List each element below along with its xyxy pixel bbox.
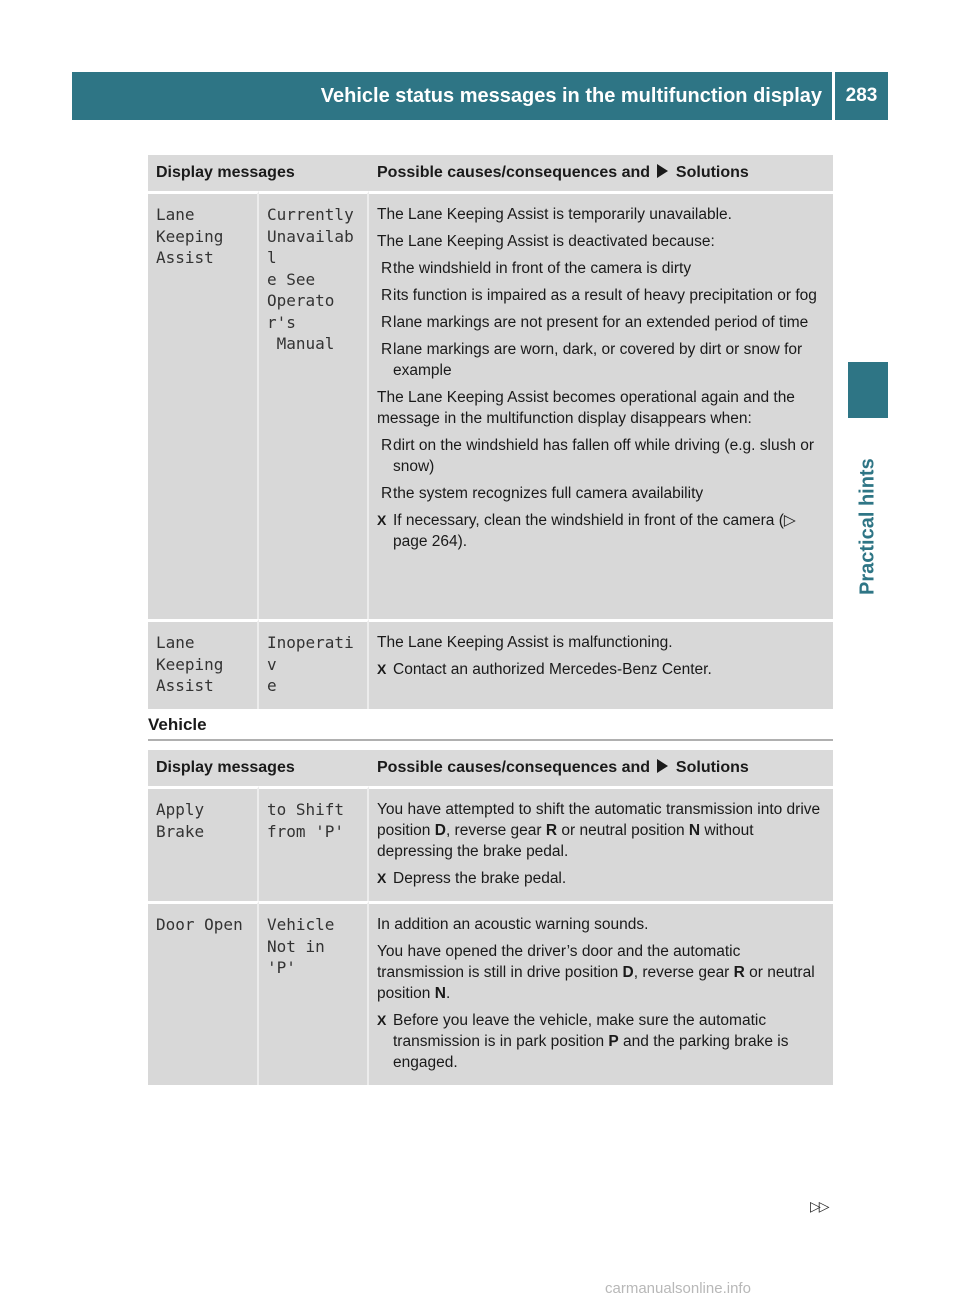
action-item [377,868,825,889]
cause-text-part: , reverse gear [633,964,734,981]
watermark: carmanualsonline.info [605,1280,751,1297]
table-header-row [148,155,833,191]
gear-r: R [545,822,558,839]
cause-text: The Lane Keeping Assist becomes operational again and the message in the multifunction display disappears when: [377,389,795,427]
display-message-line2: Currently Unavailabl e See Operator's Manual [267,205,354,353]
triangle-right-icon [657,164,668,178]
action-x-icon: X [377,512,387,528]
bullet-item: Rlane markings are worn, dark, or covered by dirt or snow for example [381,341,803,379]
page-number: 283 [845,85,878,106]
triangle-right-icon [657,759,668,773]
action-item [377,659,825,680]
cause-text: The Lane Keeping Assist is malfunctioning. [377,634,673,651]
cause-text-part: You have attempted to shift the automatic transmission into drive position [377,801,821,839]
cause-text-part: . [445,985,451,1002]
bullet-text: lane markings are worn, dark, or covered by dirt or snow for example [393,341,803,379]
cause-text [377,799,825,862]
action-item [377,510,825,552]
action-x-icon: X [377,870,387,886]
bullet-item: Rlane markings are not present for an extended period of time [381,314,809,331]
cause-text [377,941,825,1004]
table-header-row [148,750,833,786]
display-message-line1: Apply Brake [156,800,205,841]
action-text: and the parking brake is engaged. [393,1033,789,1071]
gear-n: N [434,985,446,1002]
bullet-item: Rthe windshield in front of the camera is dirty [381,260,692,277]
action-text: If necessary, clean the windshield in front of the camera (▷ page 264). [393,512,796,550]
causes-cell [369,191,833,619]
header-causes-text: Possible causes/consequences and [377,164,651,181]
gear-d: D [622,964,634,981]
page-header [72,72,888,120]
header-solutions-text: Solutions [675,164,749,181]
display-message-line2: to Shift from 'P' [267,800,345,841]
header-causes-text: Possible causes/consequences and [377,759,651,776]
action-text: Depress the brake pedal. [393,870,567,887]
table-row [148,786,833,901]
continue-arrows-icon: ▷▷ [810,1198,828,1214]
header-causes-solutions [369,750,833,786]
gear-d: D [434,822,446,839]
gear-n: N [688,822,701,839]
bullet-item: Rthe system recognizes full camera availability [381,485,704,502]
header-solutions-text: Solutions [675,759,749,776]
table-row [148,191,833,619]
display-message-line1: Lane Keeping Assist [156,633,224,695]
side-tab-marker [848,362,888,418]
side-tab-label: Practical hints [856,458,879,595]
section-title-vehicle: Vehicle [148,715,833,741]
page-title: Vehicle status messages in the multifunction display [320,85,822,107]
messages-table-vehicle [148,750,833,1085]
header-causes-solutions [369,155,833,191]
bullet-item: Rits function is impaired as a result of heavy precipitation or fog [381,287,817,304]
messages-table-lane-keeping [148,155,833,709]
bullet-text: the windshield in front of the camera is dirty [393,260,692,277]
cause-text-part: , reverse gear [445,822,546,839]
bullet-text: lane markings are not present for an extended period of time [393,314,809,331]
action-x-icon: X [377,661,387,677]
action-item [377,1010,825,1073]
cause-text-part: You have opened the driver’s door and the automatic transmission is still in drive position [377,943,741,981]
table-row [148,901,833,1085]
table-row [148,619,833,709]
bullet-text: the system recognizes full camera availability [393,485,704,502]
display-message-line1: Lane Keeping Assist [156,205,224,267]
cause-text: In addition an acoustic warning sounds. [377,916,649,933]
header-display-messages: Display messages [148,155,369,191]
cause-text: The Lane Keeping Assist is temporarily unavailable. [377,206,732,223]
bullet-text: dirt on the windshield has fallen off while driving (e.g. slush or snow) [393,437,815,475]
cause-text-part: or neutral position [377,964,815,1002]
display-message-line2: Inoperativ e [267,633,354,695]
display-message-line2: Vehicle Not in 'P' [267,915,335,977]
action-text: Contact an authorized Mercedes-Benz Center. [393,661,712,678]
causes-cell [369,786,833,901]
gear-p: P [608,1033,619,1050]
display-message-line1: Door Open [156,915,243,934]
cause-text-part: or neutral position [557,822,689,839]
causes-cell [369,901,833,1085]
action-text: Before you leave the vehicle, make sure the automatic transmission is in park position [393,1012,767,1050]
bullet-item: Rdirt on the windshield has fallen off while driving (e.g. slush or snow) [381,437,815,475]
bullet-text: its function is impaired as a result of heavy precipitation or fog [393,287,817,304]
cause-text: The Lane Keeping Assist is deactivated because: [377,233,715,250]
causes-cell [369,619,833,709]
header-display-messages: Display messages [148,750,369,786]
cause-text-part: without depressing the brake pedal. [377,822,754,860]
gear-r: R [733,964,745,981]
action-x-icon: X [377,1012,387,1028]
